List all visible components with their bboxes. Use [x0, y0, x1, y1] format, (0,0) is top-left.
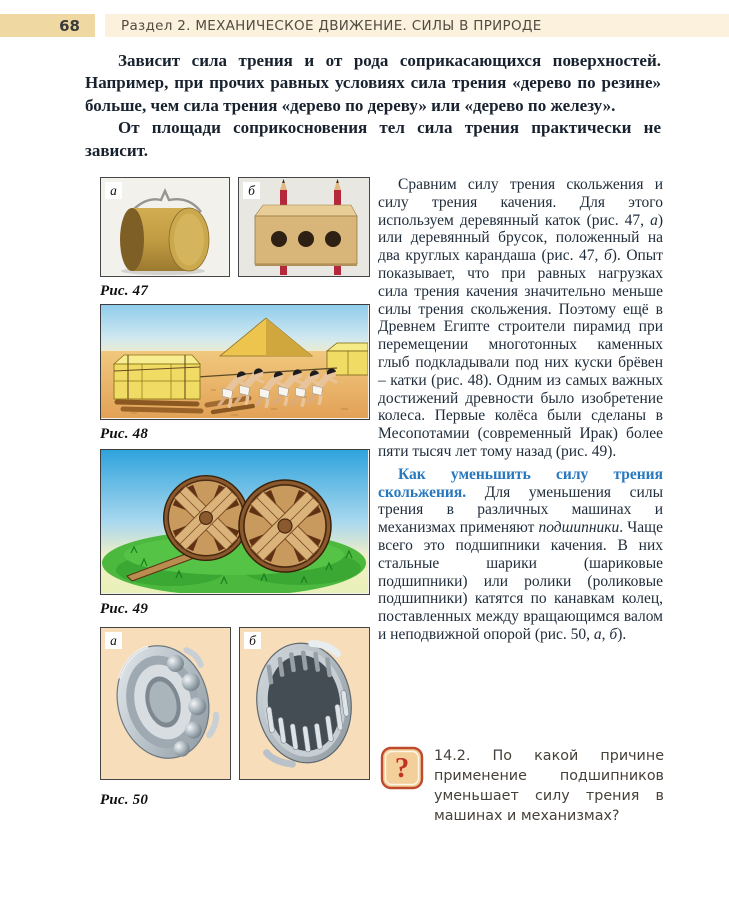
figure-caption: Рис. 47 — [100, 283, 149, 299]
figure-49 — [100, 449, 370, 618]
ball-bearing-photo — [101, 628, 229, 778]
figure-caption: Рис. 49 — [100, 601, 149, 617]
page-number: 68 — [0, 14, 95, 37]
svg-text:?: ? — [394, 752, 410, 784]
column-paragraph-1: Сравним силу трения скольжения и силу трения качения. Для этого используем деревянный каток (рис. 47, а) или деревянный брусок, положенный на два круглых карандаша (рис. 47, б). Опыт показывает, что при равных нагрузках сила трения качения значительно меньше силы трения скольжения. Поэтому ещё в Древнем Египте строители пирамид при перемещении многотонных каменных глыб подкладывали под них куски брёвен – катки (рис. 48). Одним из самых важных достижений древности было изобретение колеса. Первые колёса были сделаны в Месопотамии (современный Ирак) более пяти тысяч лет тому назад (рис. 49). — [378, 176, 663, 460]
figure-47a-frame — [100, 177, 230, 277]
blue-subheading: Как уменьшить силу трения скольжения. — [378, 465, 663, 501]
question-mark-icon — [380, 746, 424, 790]
figure-47b-frame — [238, 177, 370, 277]
main-text-column — [378, 176, 663, 649]
figure-50a-frame — [100, 627, 231, 780]
roller-bearing-photo — [240, 628, 368, 778]
photo-label-b: б — [244, 632, 261, 649]
figure-47-photos — [100, 177, 370, 277]
figure-50-photos — [100, 627, 370, 780]
left-wheel — [164, 476, 249, 561]
figure-47 — [100, 177, 370, 300]
intro-paragraph-1: Зависит сила трения и от рода соприкасающихся поверхностей. Например, при прочих равных условиях сила трения «дерево по резине» больше, чем сила трения «дерево по дереву» или «дерево по железу». — [85, 51, 661, 115]
ancient-cart-wheels-illustration — [101, 450, 368, 593]
question-text: 14.2. По какой причине применение подшипников уменьшает силу трения в машинах и механизмах? — [434, 748, 664, 824]
figure-48 — [100, 304, 370, 443]
intro-paragraph-2: От площади соприкосновения тел сила трения практически не зависит. — [85, 118, 661, 160]
figure-48-frame — [100, 304, 370, 420]
figure-caption: Рис. 50 — [100, 792, 149, 808]
section-title: Раздел 2. МЕХАНИЧЕСКОЕ ДВИЖЕНИЕ. СИЛЫ В ПРИРОДЕ — [105, 14, 729, 37]
figure-caption: Рис. 48 — [100, 426, 149, 442]
intro-paragraphs — [85, 50, 661, 162]
photo-label-a: а — [105, 182, 122, 199]
figure-50 — [100, 627, 370, 809]
column-paragraph-2: Как уменьшить силу трения скольжения. Для уменьшения силы трения в различных машинах и механизмах применяют подшипники. Чаще всего это подшипники качения. В них стальные шарики (шариковые подшипники) или ролики (роликовые подшипники) катятся по канавкам колец, поставленных между вращающимся валом и неподвижной опорой (рис. 50, а, б). — [378, 465, 663, 643]
figure-50b-frame — [239, 627, 370, 780]
figure-49-frame — [100, 449, 370, 595]
question-block — [380, 746, 664, 826]
egypt-pyramid-illustration — [101, 305, 368, 418]
photo-label-a: а — [105, 632, 122, 649]
stone-block-on-rollers — [114, 355, 200, 399]
photo-label-b: б — [243, 182, 260, 199]
right-wheel — [239, 480, 331, 572]
